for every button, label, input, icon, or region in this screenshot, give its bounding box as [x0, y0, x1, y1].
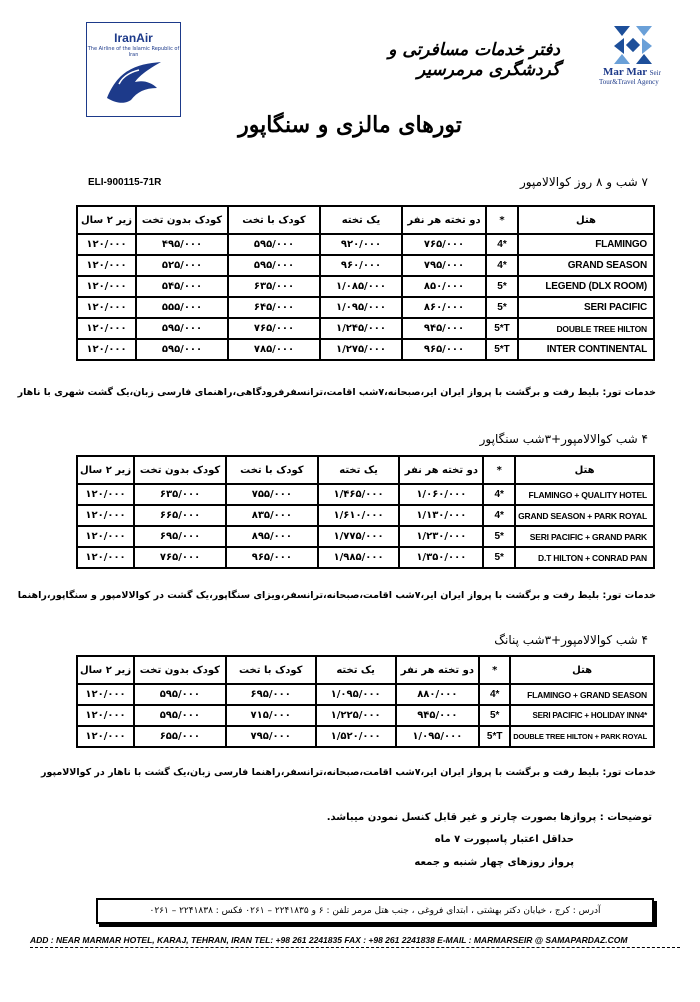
single-price-cell: ۱/۵۲۰/۰۰۰: [316, 726, 396, 747]
section-title: ۴ شب کوالالامپور+۳شب پنانگ: [494, 633, 648, 647]
iranair-brand: IranAir: [114, 31, 153, 45]
infant-price-cell: ۱۲۰/۰۰۰: [77, 726, 134, 747]
star-cell: 4*: [479, 684, 510, 705]
double-price-cell: ۱/۱۳۰/۰۰۰: [399, 505, 483, 526]
infant-price-cell: ۱۲۰/۰۰۰: [77, 255, 136, 276]
column-header: کودک بدون تخت: [134, 656, 226, 684]
column-header: دو تخته هر نفر: [402, 206, 486, 234]
single-price-cell: ۱/۰۹۵/۰۰۰: [320, 297, 402, 318]
child-nobed-price-cell: ۵۴۵/۰۰۰: [136, 276, 228, 297]
star-cell: 4*: [486, 234, 518, 255]
column-header: کودک با تخت: [226, 656, 316, 684]
star-cell: 5*: [483, 547, 515, 568]
double-price-cell: ۹۶۵/۰۰۰: [402, 339, 486, 360]
price-table: [76, 455, 655, 569]
footer-divider: [30, 947, 680, 948]
section-title: ۷ شب و ۸ روز کوالالامپور: [520, 175, 648, 189]
child-nobed-price-cell: ۶۶۵/۰۰۰: [134, 505, 226, 526]
column-header: یک تخته: [318, 456, 400, 484]
infant-price-cell: ۱۲۰/۰۰۰: [77, 684, 134, 705]
column-header: یک تخته: [316, 656, 396, 684]
child-bed-price-cell: ۷۵۵/۰۰۰: [226, 484, 318, 505]
column-header: هتل: [515, 456, 654, 484]
double-price-cell: ۸۵۰/۰۰۰: [402, 276, 486, 297]
hotel-cell: SERI PACIFIC: [518, 297, 654, 318]
child-bed-price-cell: ۶۳۵/۰۰۰: [228, 276, 320, 297]
hotel-cell: FLAMINGO: [518, 234, 654, 255]
child-bed-price-cell: ۷۱۵/۰۰۰: [226, 705, 316, 726]
column-header: کودک بدون تخت: [134, 456, 226, 484]
infant-price-cell: ۱۲۰/۰۰۰: [77, 505, 134, 526]
reference-code: ELI-900115-71R: [88, 177, 162, 188]
price-table: [76, 655, 655, 748]
star-cell: 5*: [486, 276, 518, 297]
single-price-cell: ۱/۰۸۵/۰۰۰: [320, 276, 402, 297]
column-header: هتل: [510, 656, 654, 684]
homa-bird-icon: [99, 58, 169, 110]
column-header: *: [479, 656, 510, 684]
infant-price-cell: ۱۲۰/۰۰۰: [77, 234, 136, 255]
infant-price-cell: ۱۲۰/۰۰۰: [77, 339, 136, 360]
child-nobed-price-cell: ۵۲۵/۰۰۰: [136, 255, 228, 276]
table-row: [77, 505, 654, 526]
page-title: تورهای مالزی و سنگاپور: [238, 112, 462, 138]
double-price-cell: ۹۴۵/۰۰۰: [402, 318, 486, 339]
column-header: *: [486, 206, 518, 234]
infant-price-cell: ۱۲۰/۰۰۰: [77, 547, 134, 568]
single-price-cell: ۱/۲۴۵/۰۰۰: [320, 318, 402, 339]
marmar-seir: Seir: [649, 69, 661, 77]
infant-price-cell: ۱۲۰/۰۰۰: [77, 484, 134, 505]
column-header: کودک با تخت: [228, 206, 320, 234]
column-header: زیر ۲ سال: [77, 456, 134, 484]
child-bed-price-cell: ۶۴۵/۰۰۰: [228, 297, 320, 318]
child-nobed-price-cell: ۷۶۵/۰۰۰: [134, 547, 226, 568]
double-price-cell: ۸۶۰/۰۰۰: [402, 297, 486, 318]
star-cell: 5*T: [486, 318, 518, 339]
address-box: آدرس : کرج ، خیابان دکتر بهشتی ، ابتدای فروغی ، جنب هتل مرمر تلفن : ۶ و ۲۲۴۱۸۳۵ – ۰۲۶۱ فکس : ۲۲۴۱۸۳۸ – ۰۲۶۱: [96, 898, 654, 924]
column-header: کودک با تخت: [226, 456, 318, 484]
marmar-logo: [599, 24, 663, 96]
notes-line-2: حداقل اعتبار پاسپورت ۷ ماه: [434, 834, 574, 845]
star-cell: 5*: [486, 297, 518, 318]
double-price-cell: ۷۶۵/۰۰۰: [402, 234, 486, 255]
child-nobed-price-cell: ۶۵۵/۰۰۰: [134, 726, 226, 747]
star-cell: 5*: [483, 526, 515, 547]
double-price-cell: ۱/۰۹۵/۰۰۰: [396, 726, 480, 747]
services-text: خدمات تور: بلیط رفت و برگشت با پرواز ایران ایر،۷شب اقامت،صبحانه،ترانسفر،راهنما فارسی زبان،یک گشت با ناهار در کوالالامپور: [41, 767, 656, 778]
child-bed-price-cell: ۷۸۵/۰۰۰: [228, 339, 320, 360]
hotel-cell: LEGEND (DLX ROOM): [518, 276, 654, 297]
table-row: [77, 276, 654, 297]
iranair-subtitle: The Airline of the Islamic Republic of Iran: [87, 46, 180, 58]
column-header: *: [483, 456, 515, 484]
child-nobed-price-cell: ۵۵۵/۰۰۰: [136, 297, 228, 318]
table-row: [77, 297, 654, 318]
child-bed-price-cell: ۹۶۵/۰۰۰: [226, 547, 318, 568]
single-price-cell: ۱/۴۶۵/۰۰۰: [318, 484, 400, 505]
table-row: [77, 339, 654, 360]
hotel-cell: SERI PACIFIC + HOLIDAY INN4*: [510, 705, 654, 726]
price-table: [76, 205, 655, 361]
agency-title: دفتر خدمات مسافرتی و گردشگری مرمرسیر: [388, 40, 560, 80]
star-cell: 5*T: [486, 339, 518, 360]
hotel-cell: DOUBLE TREE HILTON: [518, 318, 654, 339]
table-row: [77, 526, 654, 547]
column-header: یک تخته: [320, 206, 402, 234]
table-row: [77, 255, 654, 276]
table-header-row: [77, 656, 654, 684]
double-price-cell: ۱/۲۳۰/۰۰۰: [399, 526, 483, 547]
child-bed-price-cell: ۷۶۵/۰۰۰: [228, 318, 320, 339]
hotel-cell: GRAND SEASON: [518, 255, 654, 276]
star-cell: 5*: [479, 705, 510, 726]
infant-price-cell: ۱۲۰/۰۰۰: [77, 526, 134, 547]
notes-line-1: توضیحات : پروازها بصورت چارتر و غیر قابل کنسل نمودن میباشد.: [326, 812, 652, 823]
hotel-cell: GRAND SEASON + PARK ROYAL: [515, 505, 654, 526]
table-row: [77, 547, 654, 568]
star-cell: 4*: [486, 255, 518, 276]
table-row: [77, 484, 654, 505]
single-price-cell: ۱/۹۸۵/۰۰۰: [318, 547, 400, 568]
double-price-cell: ۷۹۵/۰۰۰: [402, 255, 486, 276]
iranair-logo: [86, 22, 181, 117]
column-header: زیر ۲ سال: [77, 656, 134, 684]
child-bed-price-cell: ۸۳۵/۰۰۰: [226, 505, 318, 526]
hotel-cell: SERI PACIFIC + GRAND PARK: [515, 526, 654, 547]
child-nobed-price-cell: ۵۹۵/۰۰۰: [136, 318, 228, 339]
child-bed-price-cell: ۵۹۵/۰۰۰: [228, 234, 320, 255]
hotel-cell: FLAMINGO + GRAND SEASON: [510, 684, 654, 705]
single-price-cell: ۱/۶۱۰/۰۰۰: [318, 505, 400, 526]
child-bed-price-cell: ۸۹۵/۰۰۰: [226, 526, 318, 547]
column-header: کودک بدون تخت: [136, 206, 228, 234]
hotel-cell: D.T HILTON + CONRAD PAN: [515, 547, 654, 568]
footer-contact: ADD : NEAR MARMAR HOTEL, KARAJ, TEHRAN, IRAN TEL: +98 261 2241835 FAX : +98 261 2241838 E-MAIL : MARMARSEIR @ SAMAPARDAZ.COM: [30, 935, 628, 945]
table-row: [77, 705, 654, 726]
infant-price-cell: ۱۲۰/۰۰۰: [77, 318, 136, 339]
column-header: زیر ۲ سال: [77, 206, 136, 234]
single-price-cell: ۱/۷۷۵/۰۰۰: [318, 526, 400, 547]
section-title: ۴ شب کوالالامپور+۳شب سنگاپور: [479, 432, 648, 446]
single-price-cell: ۹۲۰/۰۰۰: [320, 234, 402, 255]
marmar-emblem-icon: [612, 24, 654, 66]
marmar-name: Mar Mar: [603, 66, 647, 78]
services-text: خدمات تور: بلیط رفت و برگشت با پرواز ایران ایر،۷شب اقامت،صبحانه،ترانسفر،ویزای سنگاپور،یک گشت در کوالالامپور و سنگاپور،راهنما: [17, 590, 656, 601]
child-bed-price-cell: ۷۹۵/۰۰۰: [226, 726, 316, 747]
table-row: [77, 684, 654, 705]
single-price-cell: ۱/۲۲۵/۰۰۰: [316, 705, 396, 726]
child-bed-price-cell: ۵۹۵/۰۰۰: [228, 255, 320, 276]
child-nobed-price-cell: ۴۹۵/۰۰۰: [136, 234, 228, 255]
child-nobed-price-cell: ۶۹۵/۰۰۰: [134, 526, 226, 547]
table-header-row: [77, 456, 654, 484]
star-cell: 4*: [483, 505, 515, 526]
services-text: خدمات تور: بلیط رفت و برگشت با پرواز ایران ایر،صبحانه،۷شب اقامت،ترانسفرفرودگاهی،راهنمای فارسی زبان،یک گشت شهری با ناهار: [17, 387, 656, 398]
child-nobed-price-cell: ۵۹۵/۰۰۰: [134, 684, 226, 705]
hotel-cell: FLAMINGO + QUALITY HOTEL: [515, 484, 654, 505]
double-price-cell: ۸۸۰/۰۰۰: [396, 684, 480, 705]
double-price-cell: ۱/۳۵۰/۰۰۰: [399, 547, 483, 568]
double-price-cell: ۹۴۵/۰۰۰: [396, 705, 480, 726]
single-price-cell: ۹۶۰/۰۰۰: [320, 255, 402, 276]
star-cell: 4*: [483, 484, 515, 505]
table-header-row: [77, 206, 654, 234]
child-nobed-price-cell: ۶۳۵/۰۰۰: [134, 484, 226, 505]
single-price-cell: ۱/۰۹۵/۰۰۰: [316, 684, 396, 705]
column-header: هتل: [518, 206, 654, 234]
child-nobed-price-cell: ۵۹۵/۰۰۰: [134, 705, 226, 726]
child-bed-price-cell: ۶۹۵/۰۰۰: [226, 684, 316, 705]
hotel-cell: DOUBLE TREE HILTON + PARK ROYAL: [510, 726, 654, 747]
star-cell: 5*T: [479, 726, 510, 747]
infant-price-cell: ۱۲۰/۰۰۰: [77, 705, 134, 726]
double-price-cell: ۱/۰۶۰/۰۰۰: [399, 484, 483, 505]
table-row: [77, 234, 654, 255]
notes-line-3: پرواز روزهای چهار شنبه و جمعه: [414, 857, 574, 868]
hotel-cell: INTER CONTINENTAL: [518, 339, 654, 360]
single-price-cell: ۱/۲۷۵/۰۰۰: [320, 339, 402, 360]
column-header: دو تخته هر نفر: [396, 656, 480, 684]
column-header: دو تخته هر نفر: [399, 456, 483, 484]
marmar-subtitle: Tour&Travel Agency: [599, 78, 659, 86]
infant-price-cell: ۱۲۰/۰۰۰: [77, 276, 136, 297]
table-row: [77, 726, 654, 747]
table-row: [77, 318, 654, 339]
infant-price-cell: ۱۲۰/۰۰۰: [77, 297, 136, 318]
child-nobed-price-cell: ۵۹۵/۰۰۰: [136, 339, 228, 360]
